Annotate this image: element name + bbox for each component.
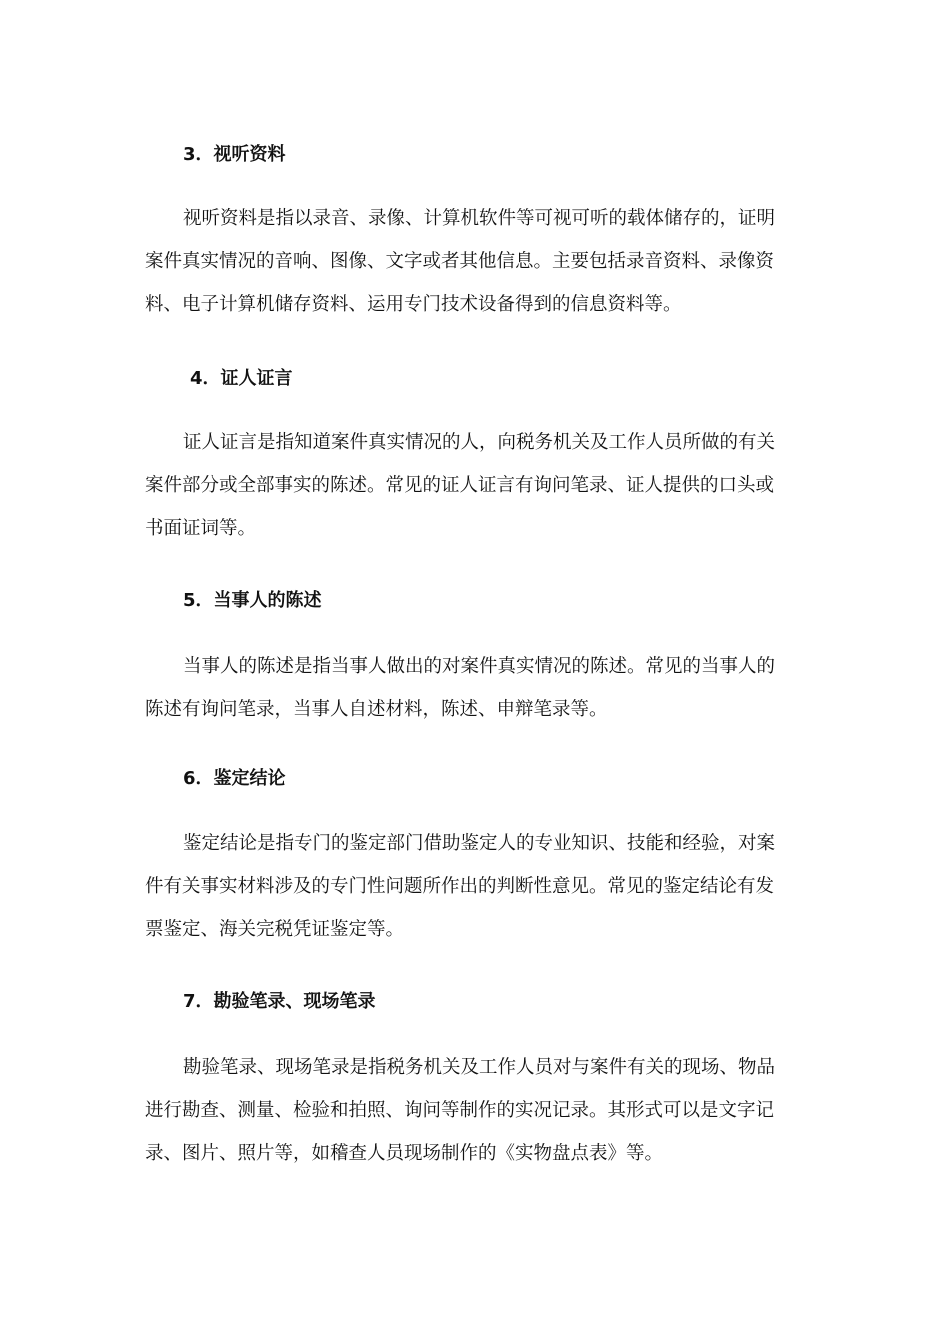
paragraph-line: 案件部分或全部事实的陈述。常见的证人证言有询问笔录、证人提供的口头或: [145, 475, 775, 496]
section-paragraph-5: [145, 645, 805, 731]
paragraph-line: 勘验笔录、现场笔录是指税务机关及工作人员对与案件有关的现场、物品: [183, 1057, 776, 1078]
section-paragraph-7: [145, 1046, 805, 1175]
paragraph-line: 证人证言是指知道案件真实情况的人，向税务机关及工作人员所做的有关: [183, 432, 776, 453]
section-heading-3: 3．视听资料: [183, 144, 286, 165]
section-paragraph-4: [145, 421, 805, 550]
section-paragraph-6: [145, 822, 805, 951]
section-heading-5: 5．当事人的陈述: [183, 590, 322, 611]
paragraph-line: 书面证词等。: [145, 518, 257, 539]
section-heading-4: 4．证人证言: [190, 368, 293, 389]
section-heading-7: 7．勘验笔录、现场笔录: [183, 991, 376, 1012]
paragraph-line: 票鉴定、海关完税凭证鉴定等。: [145, 919, 405, 940]
paragraph-line: 当事人的陈述是指当事人做出的对案件真实情况的陈述。常见的当事人的: [183, 656, 776, 677]
paragraph-line: 案件真实情况的音响、图像、文字或者其他信息。主要包括录音资料、录像资: [145, 251, 775, 272]
paragraph-line: 视听资料是指以录音、录像、计算机软件等可视可听的载体储存的，证明: [183, 208, 776, 229]
paragraph-line: 录、图片、照片等，如稽查人员现场制作的《实物盘点表》等。: [145, 1143, 664, 1164]
paragraph-line: 料、电子计算机储存资料、运用专门技术设备得到的信息资料等。: [145, 294, 682, 315]
paragraph-line: 进行勘查、测量、检验和拍照、询问等制作的实况记录。其形式可以是文字记: [145, 1100, 775, 1121]
section-paragraph-3: [145, 197, 805, 326]
section-heading-6: 6．鉴定结论: [183, 768, 286, 789]
paragraph-line: 鉴定结论是指专门的鉴定部门借助鉴定人的专业知识、技能和经验，对案: [183, 833, 776, 854]
paragraph-line: 件有关事实材料涉及的专门性问题所作出的判断性意见。常见的鉴定结论有发: [145, 876, 775, 897]
paragraph-line: 陈述有询问笔录，当事人自述材料，陈述、申辩笔录等。: [145, 699, 608, 720]
